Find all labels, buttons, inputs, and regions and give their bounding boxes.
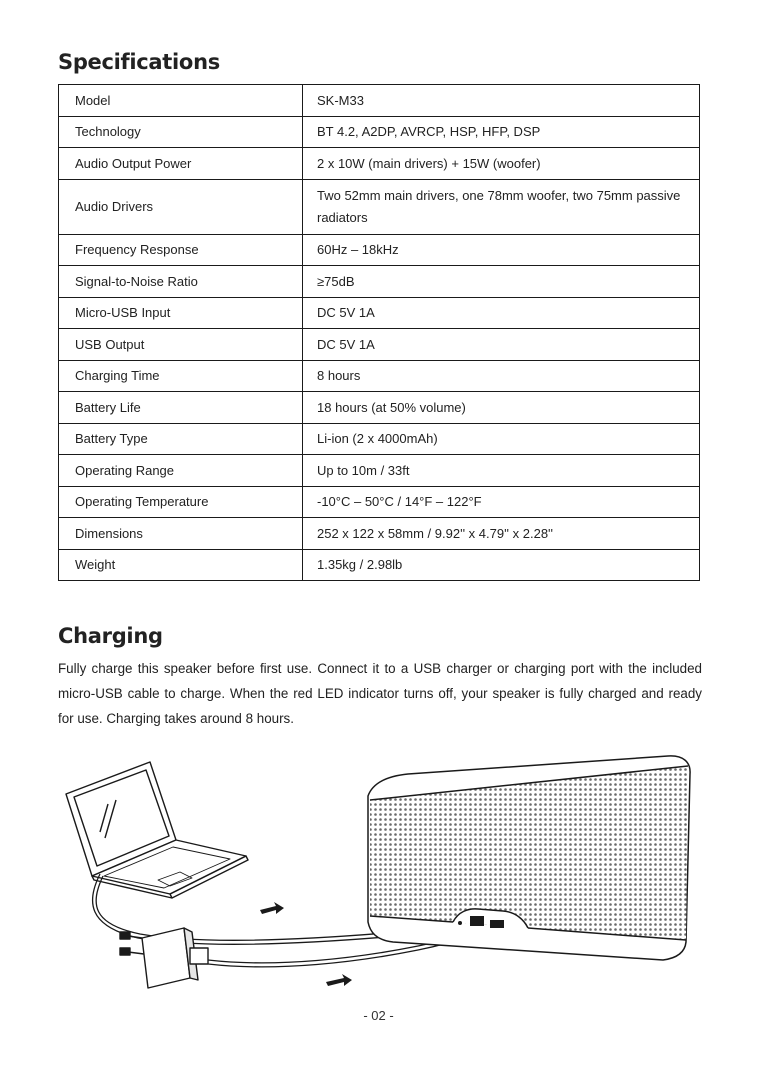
table-row (59, 518, 700, 550)
spec-value: Up to 10m / 33ft (303, 455, 700, 487)
spec-label: Operating Range (59, 455, 303, 487)
spec-value: 8 hours (303, 360, 700, 392)
spec-value: 252 x 122 x 58mm / 9.92'' x 4.79'' x 2.28'' (303, 518, 700, 550)
table-row (59, 392, 700, 424)
spec-label: Battery Life (59, 392, 303, 424)
charging-illustration (58, 752, 703, 994)
spec-value: SK-M33 (303, 85, 700, 117)
table-row (59, 116, 700, 148)
table-row (59, 423, 700, 455)
spec-label: Operating Temperature (59, 486, 303, 518)
page-number: - 02 - (363, 1008, 394, 1023)
table-row (59, 297, 700, 329)
spec-value: BT 4.2, A2DP, AVRCP, HSP, HFP, DSP (303, 116, 700, 148)
spec-label: Charging Time (59, 360, 303, 392)
spec-value: Two 52mm main drivers, one 78mm woofer, two 75mm passive radiators (303, 179, 700, 234)
spec-value: 60Hz – 18kHz (303, 234, 700, 266)
spec-label: Signal-to-Noise Ratio (59, 266, 303, 298)
specifications-heading: Specifications (58, 50, 220, 74)
table-row (59, 486, 700, 518)
charging-instructions: Fully charge this speaker before first use. Connect it to a USB charger or charging port with the included micro-USB cable to charge. When the red LED indicator turns off, your speaker is fully charged and ready for use. Charging takes around 8 hours. (58, 661, 702, 726)
spec-value: 18 hours (at 50% volume) (303, 392, 700, 424)
wall-charger-icon (120, 928, 208, 988)
spec-label: USB Output (59, 329, 303, 361)
table-row (59, 266, 700, 298)
spec-value: 1.35kg / 2.98lb (303, 549, 700, 581)
spec-label: Battery Type (59, 423, 303, 455)
speaker-icon (368, 756, 690, 960)
table-row (59, 455, 700, 487)
table-row (59, 329, 700, 361)
table-row (59, 234, 700, 266)
spec-label: Dimensions (59, 518, 303, 550)
spec-value: -10°C – 50°C / 14°F – 122°F (303, 486, 700, 518)
spec-value: 2 x 10W (main drivers) + 15W (woofer) (303, 148, 700, 180)
spec-value: ≥75dB (303, 266, 700, 298)
spec-label: Micro-USB Input (59, 297, 303, 329)
spec-label: Weight (59, 549, 303, 581)
spec-label: Audio Drivers (59, 179, 303, 234)
table-row (59, 85, 700, 117)
table-row (59, 360, 700, 392)
spec-label: Frequency Response (59, 234, 303, 266)
table-row (59, 179, 700, 234)
specifications-table (58, 84, 700, 581)
spec-label: Model (59, 85, 303, 117)
table-row (59, 148, 700, 180)
spec-value: DC 5V 1A (303, 329, 700, 361)
charging-heading: Charging (58, 624, 163, 648)
laptop-icon (66, 762, 248, 898)
spec-label: Technology (59, 116, 303, 148)
spec-label: Audio Output Power (59, 148, 303, 180)
spec-value: Li-ion (2 x 4000mAh) (303, 423, 700, 455)
table-row (59, 549, 700, 581)
spec-value: DC 5V 1A (303, 297, 700, 329)
